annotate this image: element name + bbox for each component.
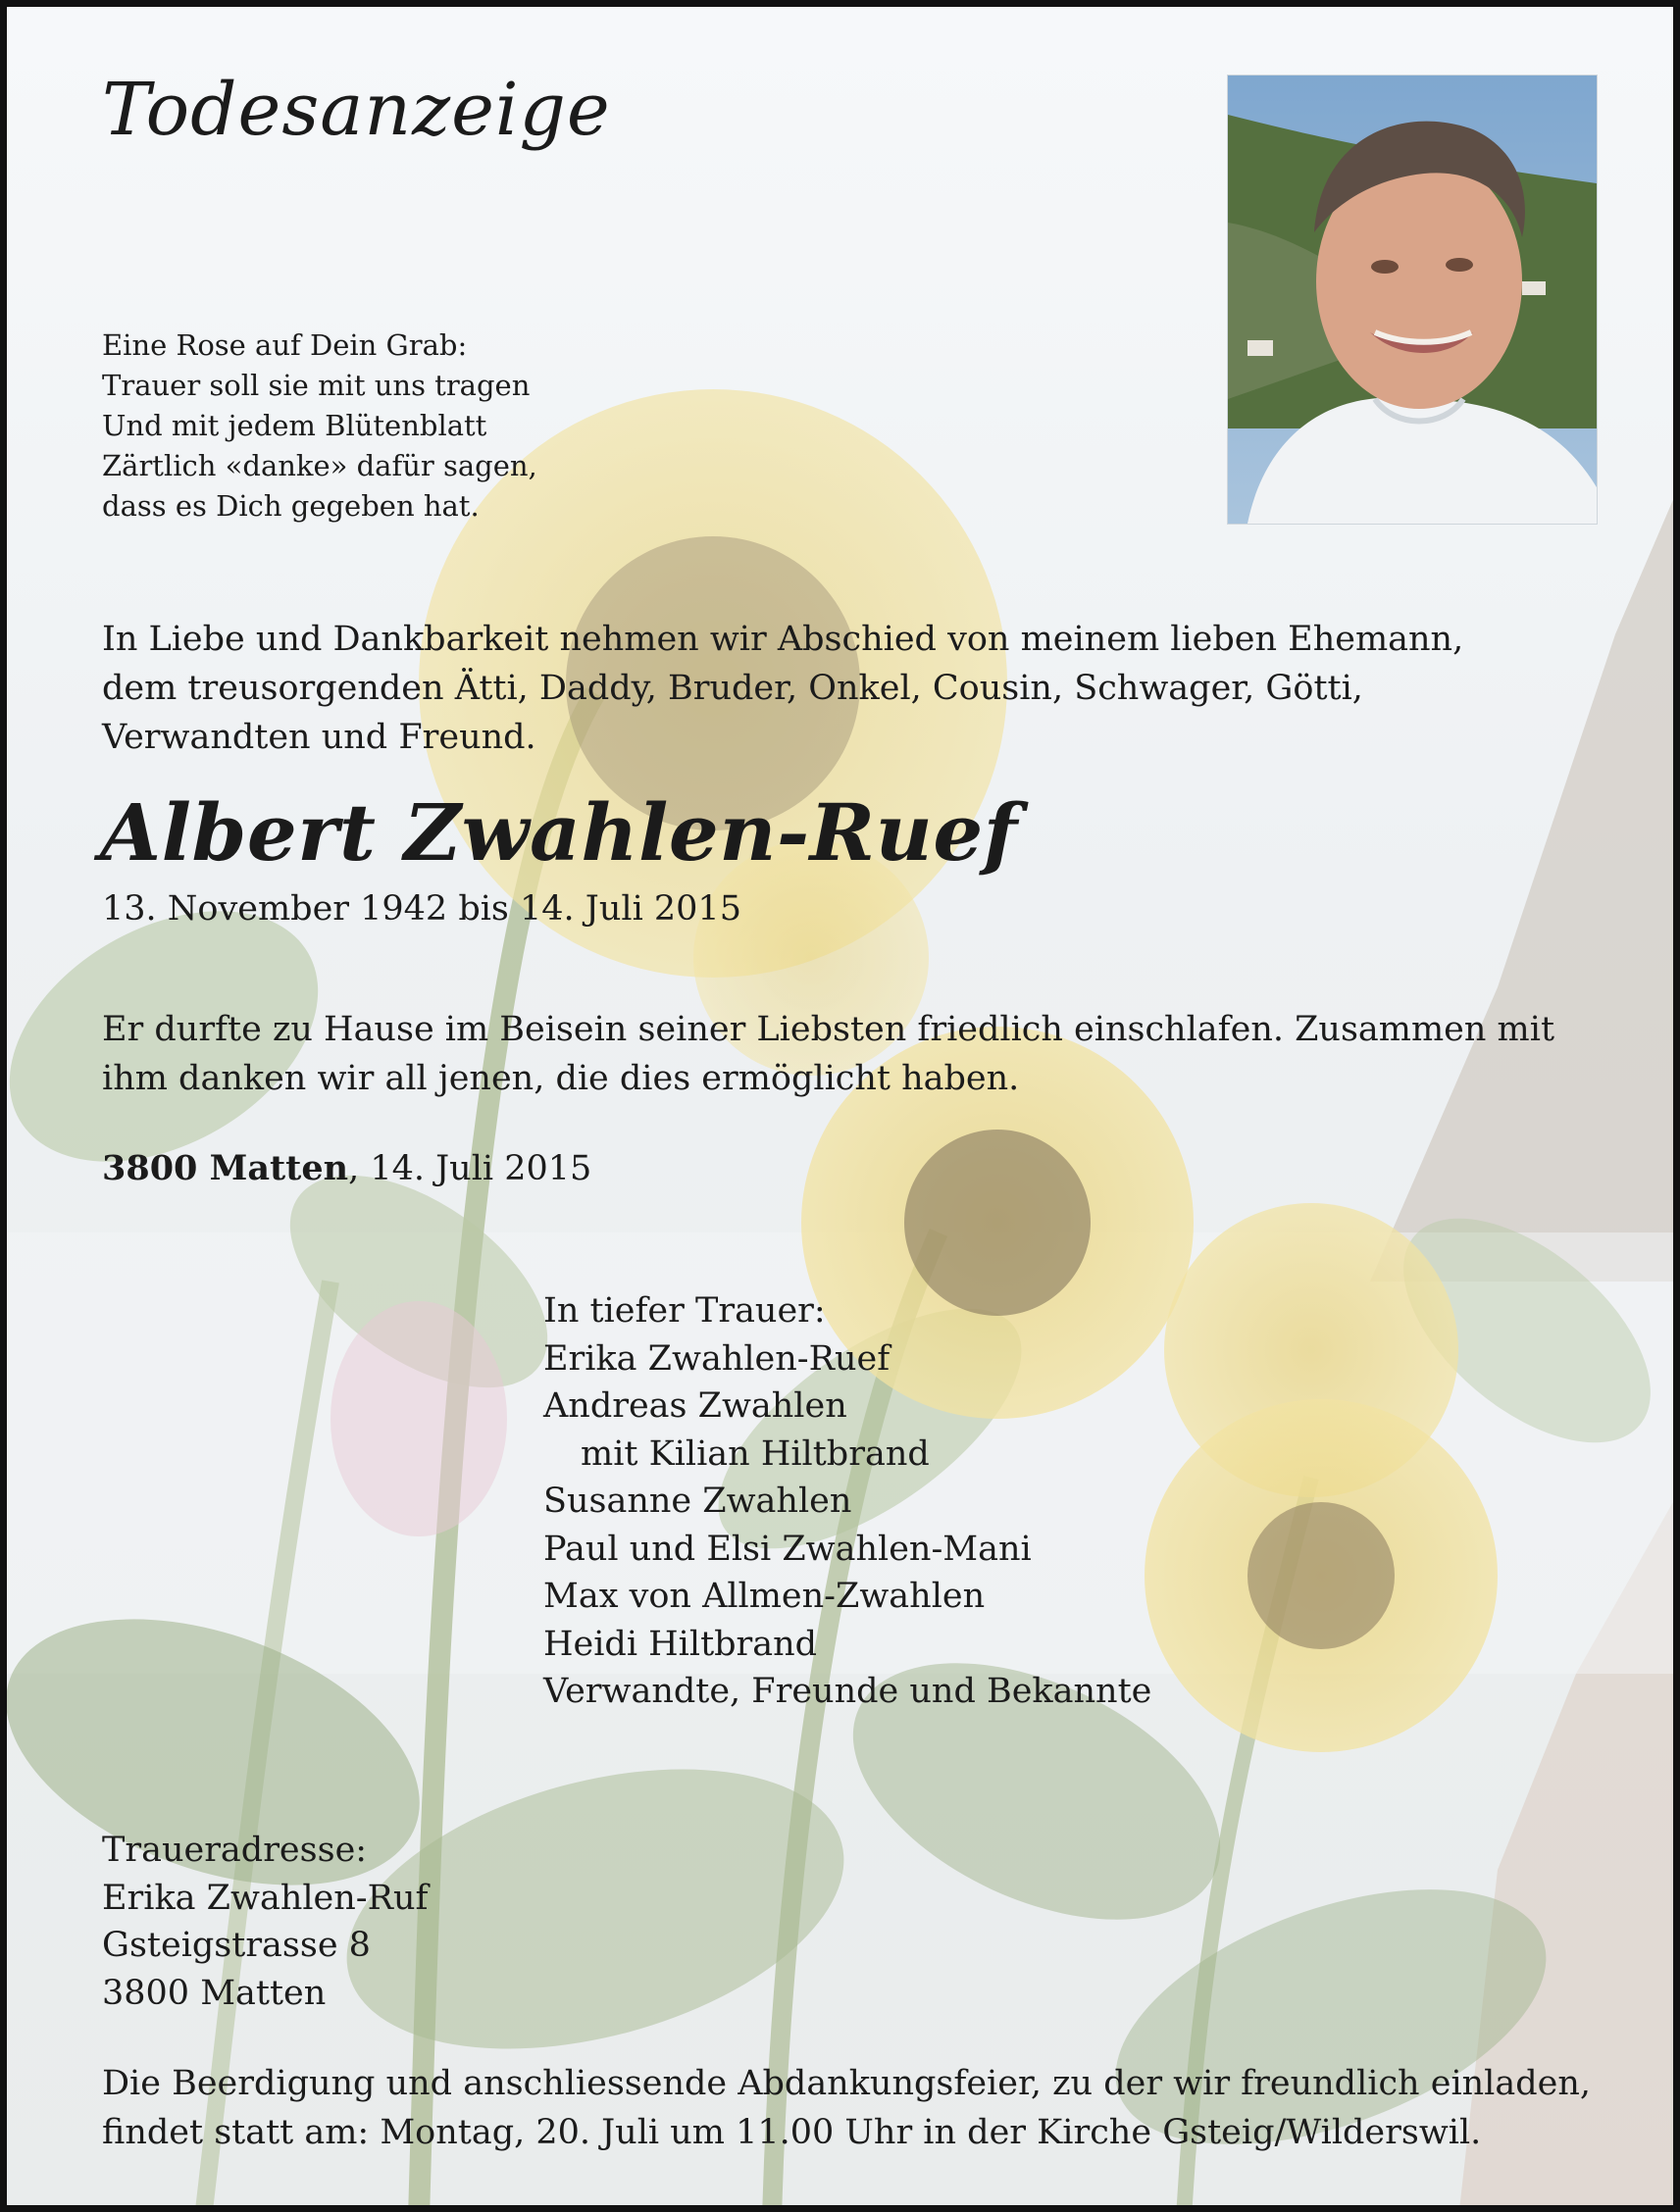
intro-line: Verwandten und Freund. (102, 718, 536, 757)
address-line: Erika Zwahlen-Ruf (102, 1878, 429, 1918)
address-line: 3800 Matten (102, 1973, 327, 2013)
intro-line: In Liebe und Dankbarkeit nehmen wir Abschied von meinem lieben Ehemann, (102, 620, 1464, 659)
place-and-date (102, 1148, 591, 1188)
mourner-name: Max von Allmen-Zwahlen (543, 1577, 986, 1616)
mourners-list (543, 1287, 1151, 1716)
life-dates: 13. November 1942 bis 14. Juli 2015 (102, 889, 741, 929)
place-location: 3800 Matten (102, 1148, 349, 1188)
address-heading: Traueradresse: (102, 1831, 368, 1870)
address-line: Gsteigstrasse 8 (102, 1926, 371, 1965)
mourner-name: Verwandte, Freunde und Bekannte (543, 1672, 1152, 1711)
poem-line: Und mit jedem Blütenblatt (102, 409, 487, 442)
poem-line: Eine Rose auf Dein Grab: (102, 328, 468, 362)
mourner-name: Susanne Zwahlen (543, 1482, 852, 1521)
closing-paragraph (102, 1005, 1554, 1103)
intro-paragraph (102, 615, 1463, 762)
mourner-name: Erika Zwahlen-Ruef (543, 1338, 891, 1379)
poem-line: dass es Dich gegeben hat. (102, 489, 480, 523)
poem (102, 326, 537, 527)
place-date: , 14. Juli 2015 (348, 1149, 592, 1188)
mourning-address (102, 1827, 428, 2017)
closing-line: ihm danken wir all jenen, die dies ermöglicht haben. (102, 1059, 1020, 1098)
funeral-line: Die Beerdigung und anschliessende Abdankungsfeier, zu der wir freundlich einladen, (102, 2064, 1592, 2103)
closing-line: Er durfte zu Hause im Beisein seiner Liebsten friedlich einschlafen. Zusammen mit (102, 1010, 1555, 1049)
funeral-line: findet statt am: Montag, 20. Juli um 11.00 Uhr in der Kirche Gsteig/Wilderswil. (102, 2113, 1482, 2152)
mourners-heading: In tiefer Trauer: (543, 1291, 826, 1331)
intro-line: dem treusorgenden Ätti, Daddy, Bruder, Onkel, Cousin, Schwager, Götti, (102, 669, 1363, 708)
page-title: Todesanzeige (102, 68, 611, 152)
deceased-name: Albert Zwahlen-Ruef (100, 786, 1018, 879)
mourner-name: Andreas Zwahlen (543, 1386, 847, 1426)
mourner-name: mit Kilian Hiltbrand (581, 1433, 930, 1474)
poem-line: Trauer soll sie mit uns tragen (102, 369, 531, 402)
funeral-notice (102, 2059, 1591, 2157)
portrait-photo (1228, 75, 1597, 524)
poem-line: Zärtlich «danke» dafür sagen, (102, 449, 537, 482)
mourner-name: Heidi Hiltbrand (543, 1624, 818, 1664)
mourner-name: Paul und Elsi Zwahlen-Mani (543, 1529, 1032, 1569)
